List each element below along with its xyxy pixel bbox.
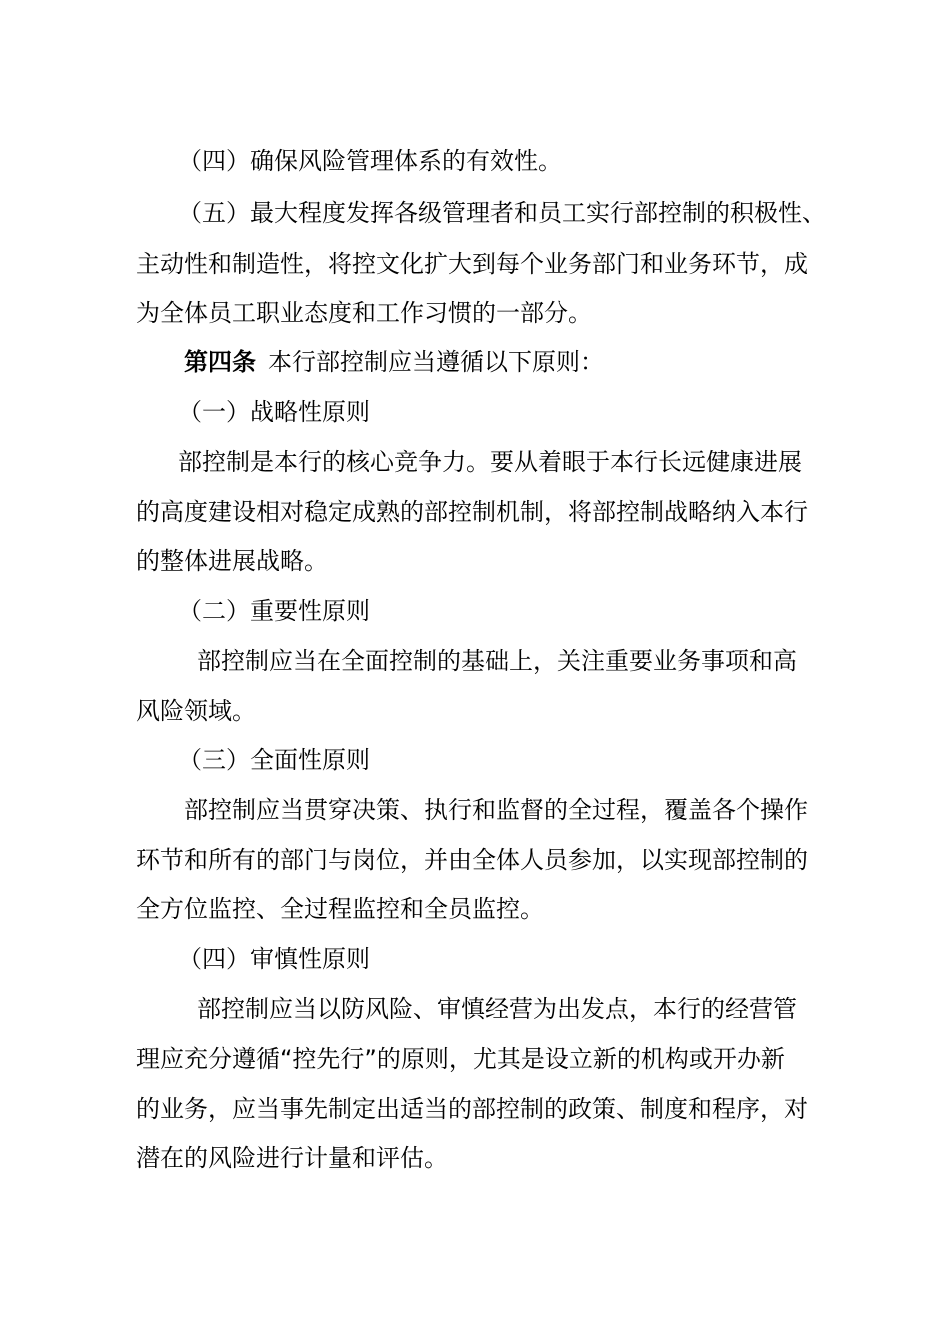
paragraph-line: 部控制应当在全面控制的基础上，关注重要业务事项和高 xyxy=(197,647,797,675)
article-label: 第四条 xyxy=(184,348,256,376)
paragraph-line: 潜在的风险进行计量和评估。 xyxy=(136,1144,448,1172)
paragraph-line: 部控制应当以防风险、审慎经营为出发点，本行的经营管 xyxy=(197,995,797,1023)
paragraph-line: 全方位监控、全过程监控和全员监控。 xyxy=(136,895,544,923)
paragraph-line: 为全体员工职业态度和工作习惯的一部分。 xyxy=(136,299,592,327)
paragraph-line: 风险领域。 xyxy=(136,697,256,725)
paragraph-line: 部控制应当贯穿决策、执行和监督的全过程，覆盖各个操作 xyxy=(184,796,808,824)
paragraph-line: 理应充分遵循“控先行”的原则，尤其是设立新的机构或开办新 xyxy=(136,1045,785,1073)
article-heading xyxy=(0,347,950,377)
paragraph-line: 部控制是本行的核心竞争力。要从着眼于本行长远健康进展 xyxy=(178,448,802,476)
paragraph-line: 的业务，应当事先制定出适当的部控制的政策、制度和程序，对 xyxy=(136,1095,808,1123)
section-heading: （四）审慎性原则 xyxy=(178,945,370,973)
paragraph-line: 的高度建设相对稳定成熟的部控制机制，将部控制战略纳入本行 xyxy=(136,498,808,526)
section-heading: （三）全面性原则 xyxy=(178,746,370,774)
section-heading: （一）战略性原则 xyxy=(178,398,370,426)
section-heading: （二）重要性原则 xyxy=(178,597,370,625)
paragraph-line: （五）最大程度发挥各级管理者和员工实行部控制的积极性、 xyxy=(178,199,826,227)
paragraph-line: （四）确保风险管理体系的有效性。 xyxy=(178,147,562,175)
paragraph-line: 主动性和制造性，将控文化扩大到每个业务部门和业务环节，成 xyxy=(136,250,808,278)
paragraph-line: 的整体进展战略。 xyxy=(136,547,328,575)
article-text: 本行部控制应当遵循以下原则： xyxy=(268,348,604,376)
paragraph-line: 环节和所有的部门与岗位，并由全体人员参加，以实现部控制的 xyxy=(136,846,808,874)
